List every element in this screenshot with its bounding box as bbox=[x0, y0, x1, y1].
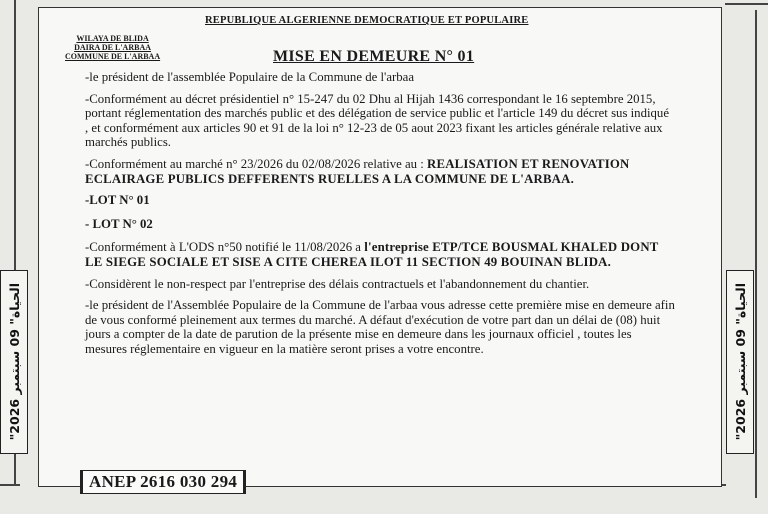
paragraph-breach: -Considèrent le non-respect par l'entreprise des délais contractuels et l'abandonnement du chantier. bbox=[85, 276, 590, 291]
daira-line: DAIRA DE L'ARBAA bbox=[74, 43, 151, 52]
notice-title: MISE EN DEMEURE N° 01 bbox=[273, 48, 475, 65]
right-date-stamp-text: "الحياة" 09 سبتمبر 2026 bbox=[732, 283, 748, 441]
ods-company: l'entreprise ETP/TCE BOUSMAL KHALED DONT LE SIEGE SOCIALE ET SISE A CITE CHEREA ILOT 11 SECTION 49 BOUINAN BLIDA. bbox=[85, 240, 659, 269]
paragraph-ods bbox=[85, 240, 675, 269]
administration-block bbox=[65, 34, 160, 61]
contract-subject: REALISATION ET RENOVATION ECLAIRAGE PUBLICS DEFFERENTS RUELLES A LA COMMUNE DE L'ARBAA. bbox=[85, 156, 630, 186]
left-date-stamp-text: "الحياة" 09 سبتمبر 2026 bbox=[6, 283, 22, 441]
paragraph-decree: -Conformément au décret présidentiel n° 15-247 du 02 Dhu al Hijah 1436 correspondant le 16 septembre 2015, portant réglementation des marchés public et des délégation de service public et l'article 149 du décret sus indiqué , et conformément aux articles 90 et 91 de la loi n° 12-23 de 05 aout 2023 fixant les articles générale relative aux marchés publics. bbox=[85, 91, 670, 150]
anep-reference: ANEP 2616 030 294 bbox=[80, 470, 246, 494]
notice-body bbox=[85, 70, 675, 364]
wilaya-line: WILAYA DE BLIDA bbox=[76, 34, 149, 43]
bottom-border-line bbox=[0, 484, 20, 486]
notice-sheet bbox=[38, 7, 722, 487]
right-border-line bbox=[755, 10, 757, 498]
lot-1: -LOT N° 01 bbox=[85, 193, 150, 208]
contract-intro: -Conformément au marché n° 23/2026 du 02/08/2026 relative au : bbox=[85, 156, 428, 171]
ods-intro: -Conformément à L'ODS n°50 notifié le 11/08/2026 a bbox=[85, 240, 365, 255]
paragraph-contract bbox=[85, 157, 675, 186]
lot-2: - LOT N° 02 bbox=[85, 216, 153, 231]
right-date-stamp bbox=[726, 270, 754, 454]
left-date-stamp bbox=[0, 270, 28, 454]
commune-line: COMMUNE DE L'ARBAA bbox=[65, 52, 161, 61]
paragraph-president: -le président de l'assemblée Populaire de la Commune de l'arbaa bbox=[85, 70, 415, 84]
top-right-border-line bbox=[725, 3, 768, 5]
republic-heading: REPUBLIQUE ALGERIENNE DEMOCRATIQUE ET POPULAIRE bbox=[205, 15, 529, 26]
paragraph-summons: -le président de l'Assemblée Populaire de la Commune de l'arbaa vous adresse cette première mise en demeure afin de vous conformé pleinement aux termes du marché. A défaut d'exécution de votre part dan un délai de (08) huit jours a compter de la date de parution de la présente mise en demeure dans les journaux officiel , toutes les mesures réglementaire en vigueur en la matière seront prises a votre encontre. bbox=[85, 298, 675, 356]
